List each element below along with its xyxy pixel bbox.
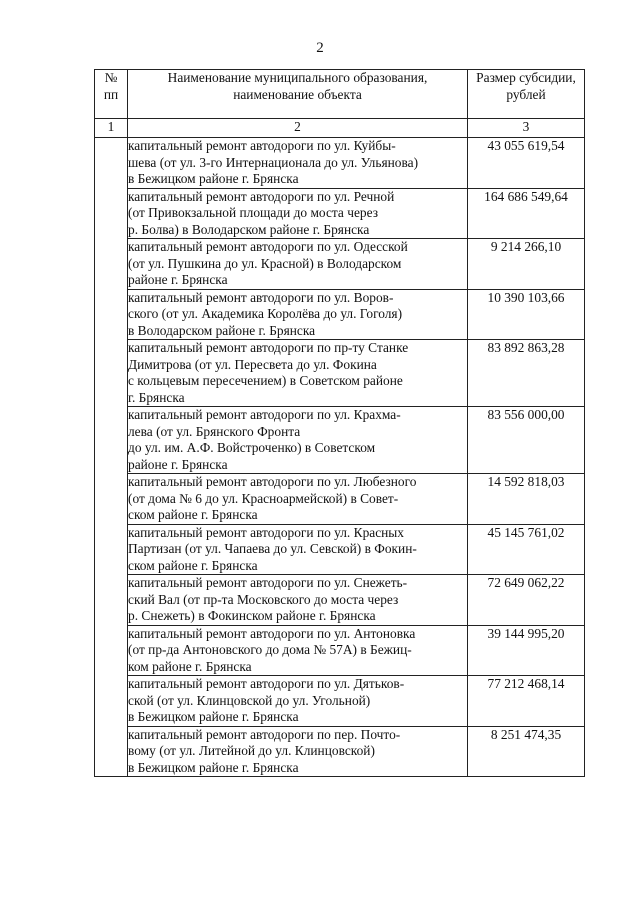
column-number: 3 xyxy=(468,119,585,138)
header-name: Наименование муниципального образования, наименование объекта xyxy=(128,70,468,119)
table-header-row xyxy=(95,70,585,119)
table-row xyxy=(95,239,585,290)
row-index-cell xyxy=(95,575,128,626)
table-row xyxy=(95,524,585,575)
object-name-line: р. Снежеть) в Фокинском районе г. Брянска xyxy=(128,608,376,623)
row-index-cell xyxy=(95,407,128,474)
subsidy-amount-cell: 164 686 549,64 xyxy=(468,188,585,239)
object-name-line: районе г. Брянска xyxy=(128,456,228,472)
object-name-line: капитальный ремонт автодороги по ул. Красных xyxy=(128,524,405,540)
table-row xyxy=(95,625,585,676)
object-name-line: капитальный ремонт автодороги по пр-ту Станке xyxy=(128,340,409,355)
object-name-line: капитальный ремонт автодороги по ул. Куйбы- xyxy=(128,138,396,153)
subsidy-amount-cell: 83 892 863,28 xyxy=(468,340,585,407)
column-number: 2 xyxy=(128,119,468,138)
object-name-line: капитальный ремонт автодороги по ул. Любезного xyxy=(128,474,417,489)
subsidy-amount-cell: 43 055 619,54 xyxy=(468,138,585,189)
object-name-line: ком районе г. Брянска xyxy=(128,658,252,674)
object-name-line: районе г. Брянска xyxy=(128,272,228,287)
object-name-line: Партизан (от ул. Чапаева до ул. Севской) в Фокин- xyxy=(128,541,417,556)
object-name-cell xyxy=(128,524,468,575)
subsidy-amount-cell: 45 145 761,02 xyxy=(468,524,585,575)
table-row xyxy=(95,407,585,474)
object-name-line: (от дома № 6 до ул. Красноармейской) в Совет- xyxy=(128,490,399,506)
object-name-cell xyxy=(128,726,468,777)
object-name-cell xyxy=(128,138,468,189)
subsidy-amount-cell: 72 649 062,22 xyxy=(468,575,585,626)
table-row xyxy=(95,575,585,626)
object-name-cell xyxy=(128,289,468,340)
object-name-line: капитальный ремонт автодороги по пер. Почто- xyxy=(128,726,401,742)
object-name-line: лева (от ул. Брянского Фронта xyxy=(128,423,301,439)
row-index-cell xyxy=(95,340,128,407)
object-name-cell xyxy=(128,575,468,626)
object-name-cell xyxy=(128,474,468,525)
subsidy-amount-cell: 83 556 000,00 xyxy=(468,407,585,474)
header-amount: Размер субсидии, рублей xyxy=(468,70,585,119)
row-index-cell xyxy=(95,138,128,189)
object-name-line: с кольцевым пересечением) в Советском районе xyxy=(128,373,403,388)
table-row xyxy=(95,289,585,340)
object-name-cell xyxy=(128,676,468,727)
object-name-line: шева (от ул. 3-го Интернационала до ул. Ульянова) xyxy=(128,154,419,170)
object-name-line: ский Вал (от пр-та Московского до моста через xyxy=(128,591,399,607)
object-name-cell xyxy=(128,239,468,290)
object-name-line: (от пр-да Антоновского до дома № 57А) в Бежиц- xyxy=(128,642,412,657)
column-number: 1 xyxy=(95,119,128,138)
subsidy-table xyxy=(94,69,585,777)
object-name-cell xyxy=(128,188,468,239)
object-name-line: ской (от ул. Клинцовской до ул. Угольной) xyxy=(128,692,371,708)
subsidy-amount-cell: 8 251 474,35 xyxy=(468,726,585,777)
object-name-line: Димитрова (от ул. Пересвета до ул. Фокина xyxy=(128,356,377,372)
subsidy-amount-cell: 9 214 266,10 xyxy=(468,239,585,290)
header-number: № пп xyxy=(95,70,128,119)
page-number: 2 xyxy=(316,40,324,56)
object-name-line: капитальный ремонт автодороги по ул. Антоновка xyxy=(128,625,416,641)
subsidy-amount-cell: 14 592 818,03 xyxy=(468,474,585,525)
row-index-cell xyxy=(95,239,128,290)
object-name-line: вому (от ул. Литейной до ул. Клинцовской) xyxy=(128,743,375,758)
table-row xyxy=(95,474,585,525)
table-row xyxy=(95,188,585,239)
row-index-cell xyxy=(95,676,128,727)
object-name-line: ском районе г. Брянска xyxy=(128,557,258,573)
object-name-cell xyxy=(128,340,468,407)
object-name-line: (от Привокзальной площади до моста через xyxy=(128,205,378,220)
object-name-line: в Володарском районе г. Брянска xyxy=(128,322,316,338)
row-index-cell xyxy=(95,524,128,575)
table-row xyxy=(95,340,585,407)
object-name-line: капитальный ремонт автодороги по ул. Снежеть- xyxy=(128,575,408,590)
object-name-line: в Бежицком районе г. Брянска xyxy=(128,759,299,775)
row-index-cell xyxy=(95,726,128,777)
object-name-line: капитальный ремонт автодороги по ул. Речной xyxy=(128,188,395,204)
row-index-cell xyxy=(95,474,128,525)
subsidy-amount-cell: 10 390 103,66 xyxy=(468,289,585,340)
object-name-line: в Бежицком районе г. Брянска xyxy=(128,709,299,724)
object-name-cell xyxy=(128,625,468,676)
column-number-row xyxy=(95,119,585,138)
object-name-line: р. Болва) в Володарском районе г. Брянска xyxy=(128,221,370,237)
object-name-line: ского (от ул. Академика Королёва до ул. Гоголя) xyxy=(128,306,403,321)
row-index-cell xyxy=(95,625,128,676)
row-index-cell xyxy=(95,289,128,340)
object-name-line: г. Брянска xyxy=(128,389,185,405)
table-row xyxy=(95,726,585,777)
object-name-line: до ул. им. А.Ф. Войстроченко) в Советском xyxy=(128,440,376,455)
row-index-cell xyxy=(95,188,128,239)
object-name-line: (от ул. Пушкина до ул. Красной) в Володарском xyxy=(128,255,402,271)
object-name-line: капитальный ремонт автодороги по ул. Крахма- xyxy=(128,407,401,422)
object-name-line: капитальный ремонт автодороги по ул. Одесской xyxy=(128,239,408,254)
table-row xyxy=(95,676,585,727)
subsidy-amount-cell: 39 144 995,20 xyxy=(468,625,585,676)
object-name-line: капитальный ремонт автодороги по ул. Воров- xyxy=(128,289,394,305)
object-name-line: в Бежицком районе г. Брянска xyxy=(128,171,299,186)
table-row xyxy=(95,138,585,189)
object-name-cell xyxy=(128,407,468,474)
object-name-line: ском районе г. Брянска xyxy=(128,507,258,522)
subsidy-amount-cell: 77 212 468,14 xyxy=(468,676,585,727)
object-name-line: капитальный ремонт автодороги по ул. Дятьков- xyxy=(128,676,405,691)
